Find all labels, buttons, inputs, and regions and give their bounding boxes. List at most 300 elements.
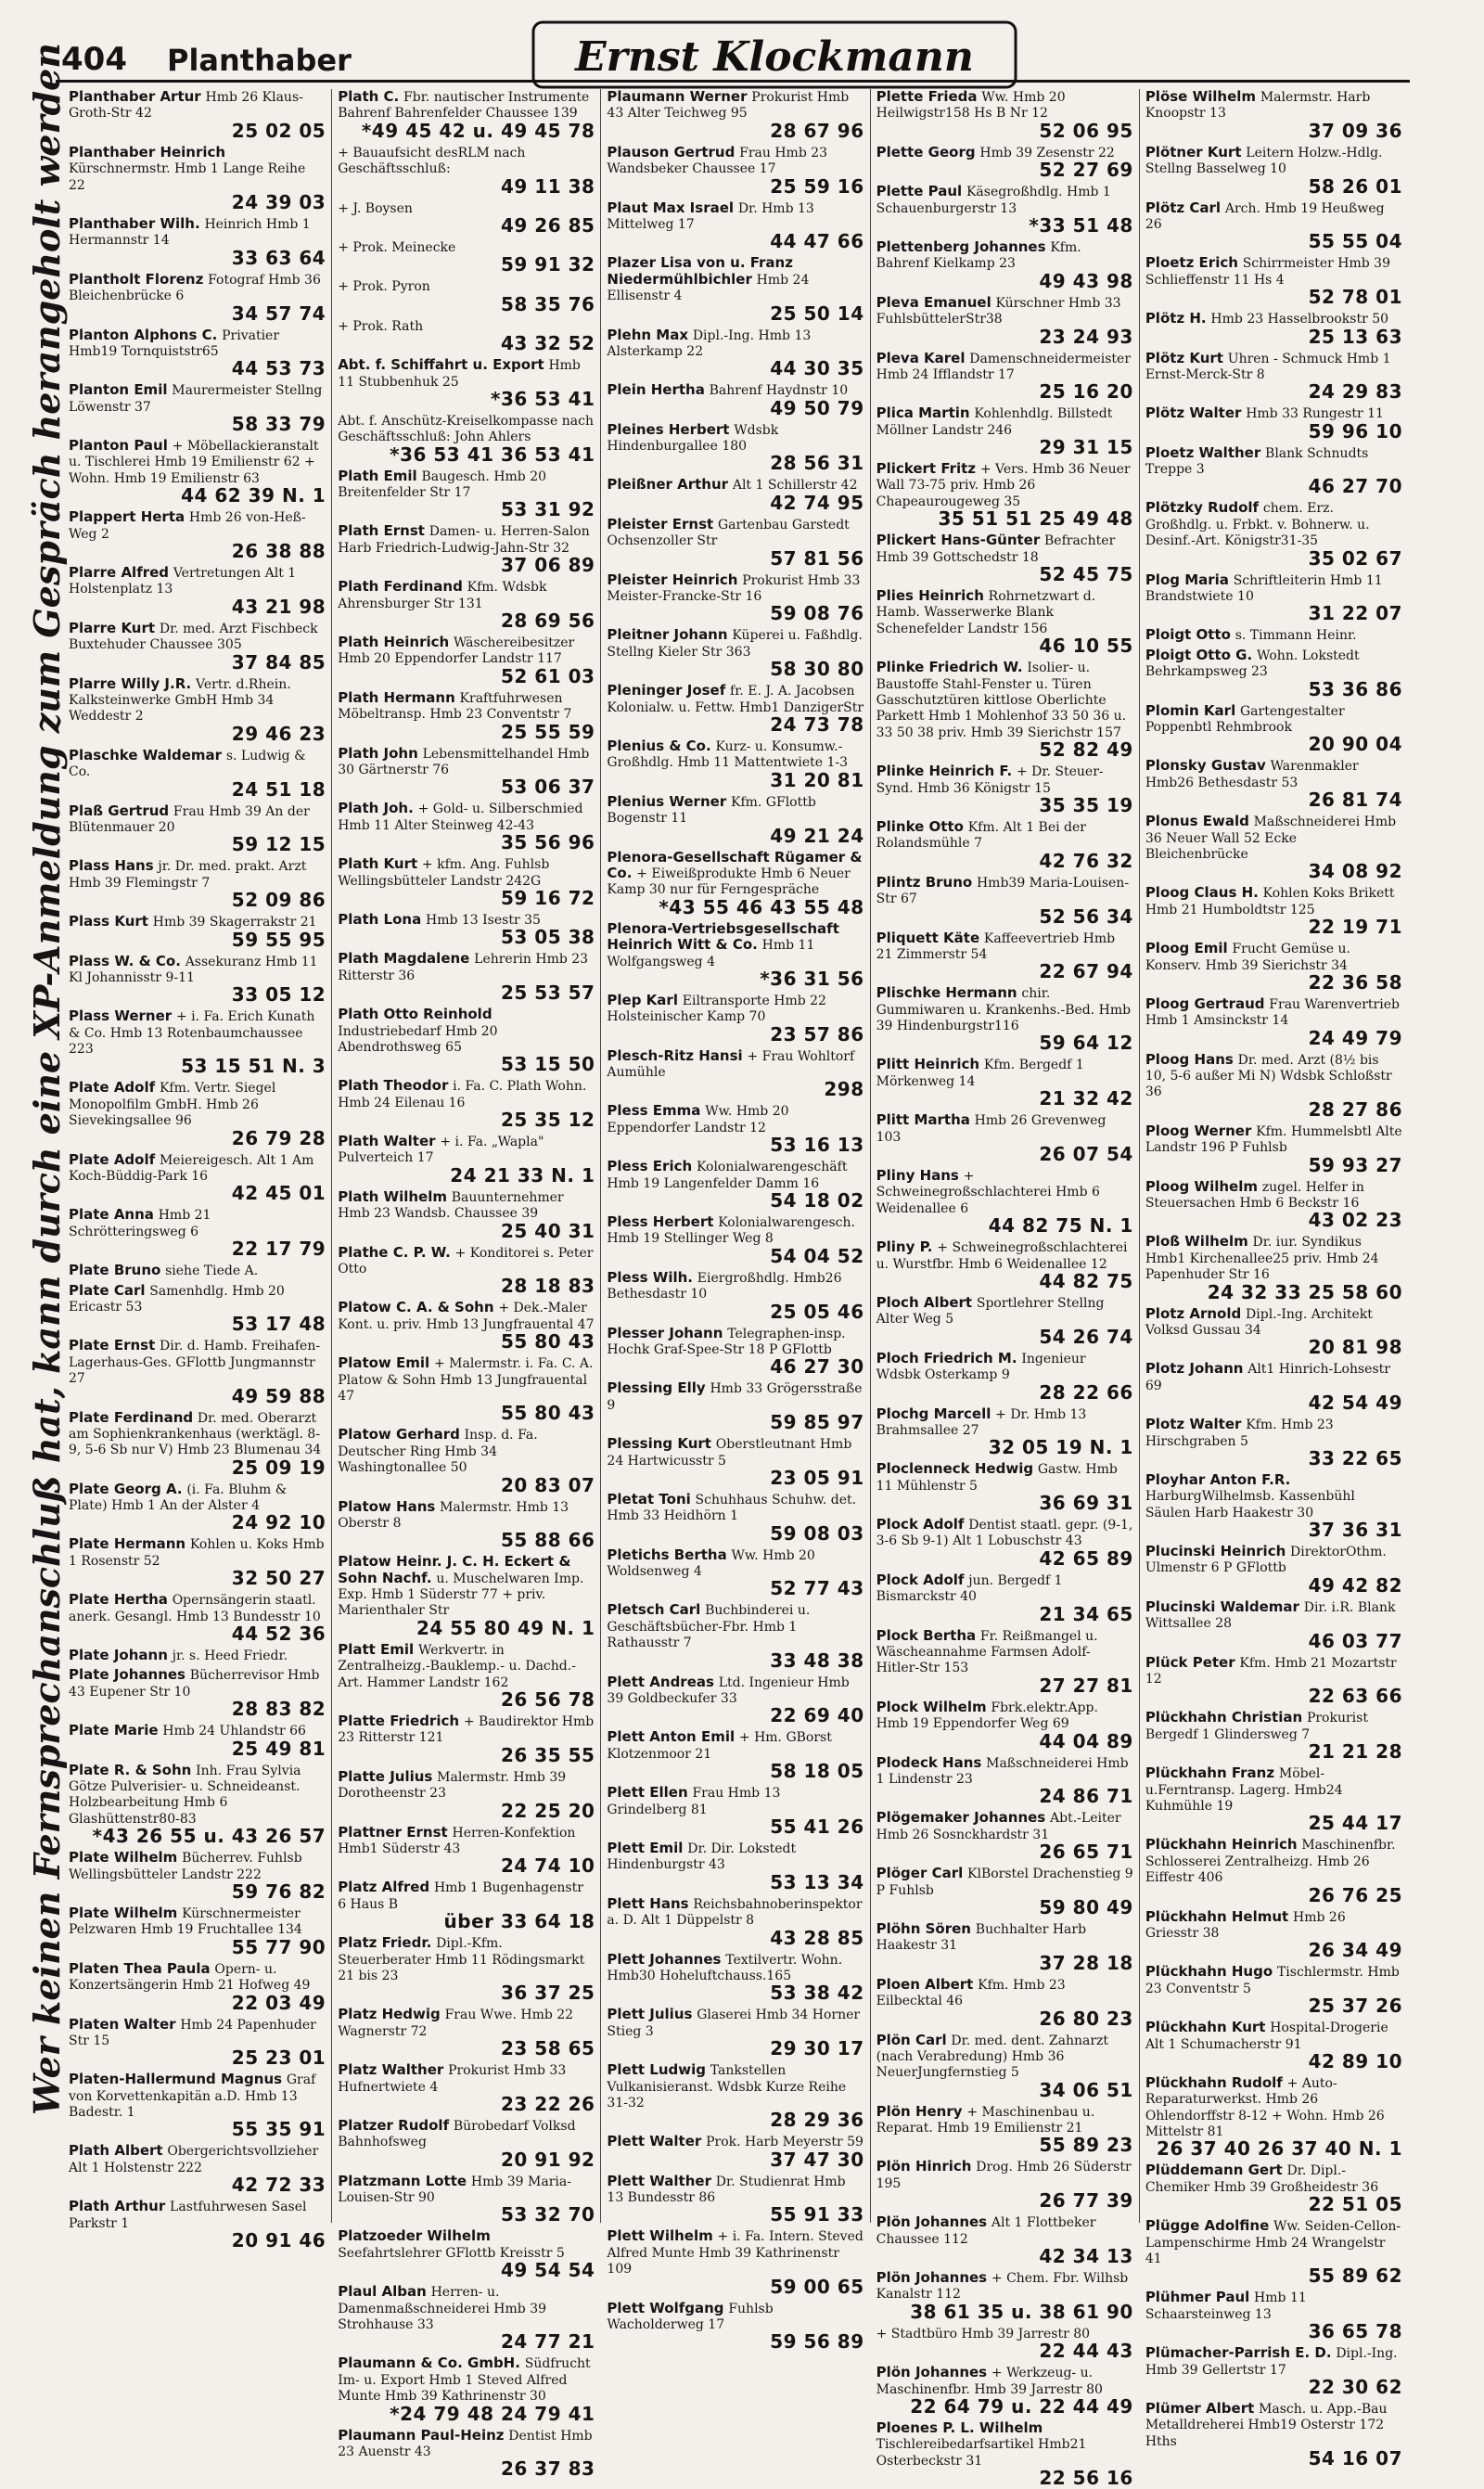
entry-name: Platow C. A. & Sohn (338, 1299, 494, 1316)
entry-detail: Alt 1 Flottbeker Chaussee 112 (876, 2215, 1096, 2247)
entry-phone: 22 44 43 (1039, 2340, 1133, 2363)
entry-name: Plette Frieda (876, 88, 978, 105)
directory-entry (338, 1880, 595, 1931)
directory-entry (1145, 814, 1402, 881)
directory-entry (607, 993, 864, 1045)
entry-name: Platte Friedrich (338, 1713, 460, 1730)
entry-phone: 55 91 33 (770, 2203, 864, 2226)
entry-detail: Masch. u. App.-Bau Metalldreherei Hmb19 Osterstr 172 Hths (1145, 2401, 1388, 2449)
entry-name: Plintz Bruno (876, 873, 973, 891)
advert-name: Ernst Klockmann (575, 33, 974, 81)
entry-phone: 49 50 79 (770, 396, 864, 419)
entry-phone: 42 76 32 (1039, 849, 1133, 872)
directory-entry (69, 2143, 326, 2195)
directory-entry (876, 2420, 1133, 2488)
entry-phone: 36 65 78 (1308, 2320, 1403, 2343)
entry-phone: 33 48 38 (770, 1649, 864, 1672)
entry-name: Plaul Alban (338, 2283, 427, 2301)
entry-phone: 24 55 80 49 N. 1 (416, 1616, 595, 1639)
entry-detail: Dr. Studienrat Hmb 13 Bundesstr 86 (607, 2174, 846, 2206)
entry-phone: 55 80 43 (500, 1330, 595, 1354)
entry-detail: Ww. Seiden-Cellon-Lampenschirme Hmb 24 Wrangelstr 41 (1145, 2219, 1401, 2267)
entry-phone: 42 72 33 (231, 2174, 326, 2197)
entry-detail: (i. Fa. Bluhm & Plate) Hmb 1 An der Alster 4 (69, 1482, 288, 1514)
directory-entry (1145, 885, 1402, 937)
entry-phone: 59 85 97 (770, 1411, 864, 1434)
entry-phone: 59 08 76 (770, 602, 864, 625)
directory-entry (1145, 1765, 1402, 1833)
entry-name: Ploetz Walther (1145, 443, 1261, 461)
entry-detail: Herren-Konfektion Hmb1 Süderstr 43 (338, 1825, 576, 1856)
directory-entry (607, 2301, 864, 2353)
directory-entry (876, 1239, 1133, 1291)
directory-entry (876, 351, 1133, 403)
entry-name: Plock Bertha (876, 1626, 977, 1644)
entry-name: Platow Hans (338, 1497, 436, 1515)
entry-name: Plückhahn Christian (1145, 1709, 1303, 1726)
entry-name: Plenora-Vertriebsgesellschaft Heinrich Witt & Co. (607, 919, 839, 954)
entry-phone: 20 90 04 (1308, 733, 1403, 756)
directory-entry (69, 145, 326, 212)
directory-entry (607, 2228, 864, 2296)
page-number: 404 (61, 41, 127, 78)
entry-detail: Bauunternehmer Hmb 23 Wandsb. Chaussee 39 (338, 1189, 564, 1222)
directory-entry (1145, 1544, 1402, 1596)
entry-name: Planthaber Heinrich (69, 143, 226, 160)
entry-name: Plica Martin (876, 404, 970, 422)
directory-entry (338, 690, 595, 742)
directory-entry (607, 1103, 864, 1155)
entry-name: Plate Johann (69, 1647, 168, 1664)
entry-phone: 26 37 83 (500, 2457, 595, 2481)
entry-phone: 54 18 02 (770, 1189, 864, 1212)
entry-name: Plischke Hermann (876, 984, 1017, 1002)
entry-phone: 24 73 78 (770, 712, 864, 736)
entry-detail: Ww. Hmb 20 Woldsenweg 4 (607, 1547, 815, 1580)
entry-name: Ploenes P. L. Wilhelm (876, 2418, 1043, 2436)
directory-entry (338, 239, 595, 275)
directory-entry (338, 801, 595, 853)
entry-detail: Fbr. nautischer Instrumente Bahrenf Bahrenfelder Chaussee 139 (338, 90, 590, 122)
entry-phone: 52 45 75 (1039, 563, 1133, 586)
entry-name: Plett Emil (607, 1840, 684, 1856)
entry-phone: 52 78 01 (1308, 286, 1403, 309)
directory-entry (338, 1007, 595, 1074)
entry-name: Plock Adolf (876, 1571, 965, 1588)
entry-name: Plonus Ewald (1145, 813, 1249, 830)
entry-phone: 59 12 15 (231, 833, 326, 856)
directory-entry (607, 145, 864, 197)
directory-entry (338, 1355, 595, 1423)
entry-phone: 52 77 43 (770, 1577, 864, 1600)
directory-entry (1145, 500, 1402, 568)
entry-name: Pless Emma (607, 1102, 701, 1120)
entry-phone: 58 18 05 (770, 1760, 864, 1783)
entry-detail: Arch. Hmb 19 Heußweg 26 (1145, 200, 1385, 232)
entry-phone: 24 51 18 (231, 777, 326, 801)
entry-phone: 53 13 34 (770, 1870, 864, 1893)
entry-phone: 49 59 88 (231, 1384, 326, 1407)
entry-detail: + Prok. Rath (338, 318, 424, 334)
directory-entry (1145, 2290, 1402, 2341)
entry-name: Pliny Hans (876, 1167, 959, 1185)
entry-name: Plück Peter (1145, 1653, 1235, 1671)
entry-phone: *43 55 46 43 55 48 (659, 895, 864, 918)
entry-phone: 20 83 07 (500, 1473, 595, 1496)
entry-detail: + Vers. Hmb 36 Neuer Wall 73-75 priv. Hmb 26 Chapeaurougeweg 35 (876, 462, 1131, 509)
entry-detail: Dr. Hmb 13 Mittelweg 17 (607, 200, 814, 232)
entry-name: Plückhahn Helmut (1145, 1907, 1289, 1925)
directory-entry (1145, 627, 1402, 643)
entry-phone: 53 16 13 (770, 1134, 864, 1157)
directory-entry (1145, 2020, 1402, 2072)
directory-entry (876, 1700, 1133, 1751)
entry-name: Plath Lona (338, 910, 422, 928)
directory-entry (69, 914, 326, 949)
directory-entry (607, 794, 864, 846)
directory-entry (69, 1080, 326, 1148)
directory-entry (876, 985, 1133, 1053)
entry-detail: Hmb 11 Wolfgangsweg 4 (607, 938, 815, 969)
entry-phone: 29 30 17 (770, 2037, 864, 2060)
directory-entry (1145, 996, 1402, 1048)
directory-entry (1145, 1179, 1402, 1231)
entry-phone: *36 31 56 (760, 967, 864, 990)
entry-detail: Kfm. Hmb 23 Eilbecktal 46 (876, 1977, 1066, 2009)
entry-detail: Prok. Harb Meyerstr 59 (706, 2135, 864, 2150)
entry-name: Platzoeder Wilhelm (338, 2227, 491, 2245)
entry-name: Plühmer Paul (1145, 2289, 1250, 2306)
directory-entry (69, 1536, 326, 1588)
entry-detail: Maßschneiderei Hmb 1 Lindenstr 23 (876, 1755, 1129, 1787)
entry-name: Ploetz Erich (1145, 254, 1238, 272)
entry-phone: 24 86 71 (1039, 1785, 1133, 1808)
entry-phone: 33 05 12 (231, 983, 326, 1007)
entry-detail: s. Timmann Heinr. (1235, 628, 1357, 644)
entry-detail: Bücherrevisor Hmb 43 Eupener Str 10 (69, 1668, 320, 1700)
entry-detail: Kohlenhdlg. Billstedt Möllner Landstr 246 (876, 406, 1113, 438)
section-title: Planthaber (167, 43, 352, 78)
entry-detail: Kfm. Hmb 23 Hirschgraben 5 (1145, 1418, 1334, 1449)
directory-entry (69, 565, 326, 617)
directory-entry (338, 2284, 595, 2352)
entry-phone: 28 56 31 (770, 452, 864, 475)
directory-entry (338, 1245, 595, 1297)
entry-name: Plaß Gertrud (69, 802, 170, 819)
directory-entry (1145, 1123, 1402, 1175)
entry-phone: 52 56 34 (1039, 905, 1133, 928)
entry-detail: Befrachter Hmb 39 Gottschedstr 18 (876, 533, 1116, 565)
entry-phone: über 33 64 18 (443, 1910, 595, 1933)
entry-name: Plate Johannes (69, 1666, 186, 1684)
directory-entry (876, 1406, 1133, 1458)
entry-name: Plückhahn Kurt (1145, 2019, 1266, 2036)
entry-phone: 42 45 01 (231, 1182, 326, 1205)
entry-name: Plümer Albert (1145, 2399, 1255, 2417)
entry-name: Plodeck Hans (876, 1753, 982, 1771)
directory-column (871, 88, 1140, 2489)
entry-phone: 24 77 21 (500, 2330, 595, 2354)
entry-detail: Obergerichtsvollzieher Alt 1 Holstenstr 222 (69, 2144, 319, 2175)
directory-entry (338, 951, 595, 1003)
entry-name: Plies Heinrich (876, 587, 984, 605)
directory-entry (338, 746, 595, 798)
entry-detail: Abt.-Leiter Hmb 26 Sosnckhardstr 31 (876, 1811, 1121, 1842)
entry-phone: 24 92 10 (231, 1511, 326, 1534)
entry-name: Planton Paul (69, 437, 168, 455)
entry-phone: 25 05 46 (770, 1300, 864, 1323)
directory-entry (876, 819, 1133, 871)
entry-phone: 59 96 10 (1308, 419, 1403, 443)
entry-phone: 59 55 95 (231, 928, 326, 951)
entry-phone: 53 06 37 (500, 776, 595, 799)
entry-phone: 25 13 63 (1308, 325, 1403, 348)
entry-detail: Werkvertr. in Zentralheizg.-Bauklemp.- u. Dachd.-Art. Hammer Landstr 162 (338, 1642, 576, 1690)
entry-name: Plinke Heinrich F. (876, 763, 1013, 780)
entry-phone: 46 10 55 (1039, 635, 1133, 658)
entry-name: Plazer Lisa von u. Franz Niedermühlbichler (607, 254, 793, 288)
entry-phone: 43 28 85 (770, 1926, 864, 1949)
entry-name: Plette Georg (876, 143, 976, 160)
directory-entry (876, 2033, 1133, 2100)
entry-name: Plotz Walter (1145, 1416, 1242, 1433)
entry-phone: 31 20 81 (770, 768, 864, 791)
directory-entry (338, 2355, 595, 2423)
entry-detail: Hmb 11 Stubbenhuk 25 (338, 358, 581, 390)
entry-phone: 26 65 71 (1039, 1841, 1133, 1864)
entry-phone: 22 63 66 (1308, 1685, 1403, 1708)
directory-entry (876, 1461, 1133, 1513)
entry-detail: Lastfuhrwesen Sasel Parkstr 1 (69, 2200, 307, 2231)
entry-phone: 24 39 03 (231, 190, 326, 213)
entry-name: Platz Friedr. (338, 1934, 432, 1952)
entry-detail: Baugesch. Hmb 20 Breitenfelder Str 17 (338, 468, 547, 501)
directory-entry (1145, 1599, 1402, 1651)
entry-name: Plein Hertha (607, 381, 705, 399)
entry-name: Plath Joh. (338, 800, 414, 817)
directory-entry (607, 89, 864, 141)
entry-name: Platen Walter (69, 2015, 176, 2033)
directory-entry (338, 856, 595, 908)
directory-entry (876, 1168, 1133, 1236)
entry-detail: Kfm. Vertr. Siegel Monopolfilm GmbH. Hmb 26 Sievekingsallee 96 (69, 1081, 276, 1129)
entry-detail: Lebensmittelhandel Hmb 30 Gärtnerstr 76 (338, 746, 590, 777)
entry-phone: 34 08 92 (1308, 860, 1403, 883)
directory-entry (876, 1755, 1133, 1807)
entry-detail: + Dr. Steuer-Synd. Hmb 36 Königstr 15 (876, 764, 1104, 796)
entry-name: Plate Georg A. (69, 1480, 183, 1497)
entry-name: Plath Magdalene (338, 950, 470, 968)
entry-name: Plate Ferdinand (69, 1408, 194, 1426)
entry-name: Plate Anna (69, 1206, 154, 1224)
entry-detail: fr. E. J. A. Jacobsen Kolonialw. u. Fettw. Hmb1 DanzigerStr (607, 684, 864, 715)
entry-detail: Kfm. Hummelsbtl Alte Landstr 196 P Fuhlsb (1145, 1123, 1402, 1156)
entry-detail: Inh. Frau Sylvia Götze Pulverisier- u. Schneideanst. Holzbearbeitung Hmb 6 Glashüttenstr80-83 (69, 1763, 301, 1827)
entry-phone: 44 82 75 (1039, 1269, 1133, 1292)
entry-name: Ploog Wilhelm (1145, 1177, 1258, 1195)
entry-detail: Damen- u. Herren-Salon Harb Friedrich-Ludwig-Jahn-Str 32 (338, 524, 590, 556)
entry-name: Plessing Kurt (607, 1435, 711, 1453)
entry-detail: KlBorstel Drachenstieg 9 P Fuhlsb (876, 1867, 1133, 1898)
entry-name: Plotz Arnold (1145, 1304, 1242, 1322)
entry-detail: Graf von Korvettenkapitän a.D. Hmb 13 Badestr. 1 (69, 2072, 316, 2121)
entry-name: Ploog Werner (1145, 1122, 1252, 1139)
directory-entry (69, 1338, 326, 1405)
entry-detail: Buchbinderei u. Geschäftsbücher-Fbr. Hmb 1 Rathausstr 7 (607, 1603, 811, 1651)
directory-entry (338, 1300, 595, 1352)
entry-phone: 42 34 13 (1039, 2245, 1133, 2268)
entry-phone: 43 32 52 (500, 332, 595, 355)
directory-entry (338, 89, 595, 141)
entry-name: Pleninger Josef (607, 682, 726, 699)
directory-entry (69, 621, 326, 673)
entry-detail: + Werkzeug- u. Maschinenfbr. Hmb 39 Jarrestr 80 (876, 2366, 1103, 2397)
entry-detail: + Möbellackieranstalt u. Tischlerei Hmb 19 Emilienstr 62 + Wohn. Hmb 19 Emilienstr 63 (69, 439, 319, 486)
entry-detail: Hmb 13 Isestr 35 (425, 912, 541, 928)
entry-phone: 22 03 49 (231, 1991, 326, 2014)
entry-name: Plotz Johann (1145, 1360, 1244, 1378)
entry-detail: Isolier- u. Baustoffe Stahl-Fenster u. Türen Gasschutztüren kittlose Oberlichte Parkett Hmb 1 Mohlenhof 33 50 36 u. 33 50 38 priv. Hmb 39 Sierichstr 157 (876, 661, 1127, 740)
directory-entry (1145, 703, 1402, 755)
directory-entry (876, 532, 1133, 584)
directory-entry (338, 1078, 595, 1130)
directory-entry (338, 1935, 595, 2003)
directory-entry (607, 738, 864, 790)
entry-phone: 26 76 25 (1308, 1883, 1403, 1906)
entry-phone: 35 02 67 (1308, 546, 1403, 570)
entry-detail: Kolonialwarengesch. Hmb 19 Stellinger Weg 8 (607, 1215, 855, 1247)
directory-entry (69, 1648, 326, 1663)
entry-name: Plass W. & Co. (69, 952, 181, 969)
directory-entry (1145, 445, 1402, 497)
entry-detail: + Eiweißprodukte Hmb 6 Neuer Kamp 30 nur für Ferngespräche (607, 866, 851, 898)
directory-entry (338, 1189, 595, 1241)
entry-name: Plitt Martha (876, 1111, 970, 1129)
entry-phone: 25 02 05 (231, 119, 326, 142)
entry-detail: Hmb 26 von-Heß-Weg 2 (69, 510, 306, 542)
entry-phone: 26 37 40 26 37 40 N. 1 (1157, 2137, 1403, 2161)
directory-entry (876, 1572, 1133, 1624)
directory-entry (69, 1152, 326, 1204)
entry-phone: 32 50 27 (231, 1567, 326, 1590)
entry-phone: 33 63 64 (231, 246, 326, 269)
entry-name: Pletat Toni (607, 1490, 691, 1508)
entry-phone: 53 36 86 (1308, 677, 1403, 700)
entry-name: Plette Paul (876, 183, 963, 200)
entry-detail: Bürobedarf Volksd Bahnhofsweg (338, 2118, 576, 2150)
entry-detail: Südfrucht Im- u. Export Hmb 1 Steved Alfred Munte Hmb 39 Kathrinenstr 30 (338, 2356, 591, 2405)
entry-phone: 55 89 62 (1308, 2264, 1403, 2288)
directory-entry (607, 1048, 864, 1100)
directory-entry (876, 875, 1133, 927)
entry-detail: Wohn. Lokstedt Behrkampsweg 23 (1145, 648, 1360, 680)
directory-entry (1145, 2075, 1402, 2160)
entry-name: Pleißner Arthur (607, 476, 729, 494)
entry-detail: Maßschneiderei Hmb 36 Neuer Wall 52 Ecke Bleichenbrücke (1145, 815, 1397, 862)
entry-phone: 54 26 74 (1039, 1325, 1133, 1348)
entry-detail: + Maschinenbau u. Reparat. Hmb 19 Emilienstr 21 (876, 2104, 1095, 2136)
entry-detail: Ww. Hmb 20 Eppendorfer Landstr 12 (607, 1104, 789, 1135)
entry-phone: 22 17 79 (231, 1238, 326, 1261)
entry-name: Plön Carl (876, 2031, 947, 2048)
entry-phone: 26 77 39 (1039, 2189, 1133, 2213)
directory-entry (338, 278, 595, 314)
entry-name: Plügge Adolfine (1145, 2217, 1270, 2235)
entry-detail: Seefahrtslehrer GFlottb Kreisstr 5 (338, 2245, 565, 2261)
directory-entry (338, 1642, 595, 1710)
entry-detail: Schriftleiterin Hmb 11 Brandstwiete 10 (1145, 572, 1383, 605)
directory-entry (69, 272, 326, 324)
entry-name: Plomin Karl (1145, 701, 1236, 719)
entry-phone: 49 11 38 (500, 174, 595, 198)
entry-name: Pleister Heinrich (607, 571, 738, 588)
directory-entry (1145, 1306, 1402, 1358)
entry-phone: 55 80 43 (500, 1402, 595, 1425)
entry-detail: Uhren - Schmuck Hmb 1 Ernst-Merck-Str 8 (1145, 351, 1391, 382)
entry-name: Plath Ernst (338, 522, 425, 540)
entry-phone: 25 55 59 (500, 720, 595, 743)
directory-entry (876, 1810, 1133, 1862)
directory-entry (69, 1667, 326, 1719)
directory-entry (338, 468, 595, 520)
entry-name: Plickert Fritz (876, 460, 977, 478)
entry-detail: Eiltransporte Hmb 22 Holsteinischer Kamp 70 (607, 993, 826, 1025)
side-notice: Wer keinen Fernsprechanschluß hat, kann durch eine XP-Anmeldung zum Gespräch herangeholt werden (26, 43, 68, 2115)
entry-phone: 59 80 49 (1039, 1895, 1133, 1918)
entry-detail: Ww. Hmb 20 Heilwigstr158 Hs B Nr 12 (876, 90, 1066, 122)
entry-phone: 24 29 83 (1308, 380, 1403, 404)
entry-name: Plath Wilhelm (338, 1187, 447, 1205)
directory-entry (69, 2017, 326, 2069)
directory-entry (1145, 1234, 1402, 1302)
entry-phone: 22 25 20 (500, 1799, 595, 1822)
entry-phone: 34 57 74 (231, 302, 326, 325)
entry-detail: Schirrmeister Hmb 39 Schlieffenstr 11 Hs 4 (1145, 256, 1390, 288)
entry-name: Pliny P. (876, 1238, 933, 1256)
entry-name: Plucinski Waldemar (1145, 1597, 1299, 1615)
entry-name: Plinke Otto (876, 817, 964, 835)
entry-detail: Fbrk.elektr.App. Hmb 19 Eppendorfer Weg 69 (876, 1700, 1098, 1732)
entry-name: Platen-Hallermund Magnus (69, 2071, 283, 2088)
entry-phone: 20 91 46 (231, 2229, 326, 2252)
entry-phone: 22 51 05 (1308, 2193, 1403, 2216)
entry-detail: chir. Gummiwaren u. Krankenhs.-Bed. Hmb 39 Hindenburgstr116 (876, 986, 1132, 1034)
entry-name: Plath Albert (69, 2142, 163, 2160)
page-header (56, 26, 1410, 83)
entry-name: Plötz Carl (1145, 199, 1222, 216)
entry-name: Plate Adolf (69, 1150, 156, 1168)
directory-entry (1145, 200, 1402, 252)
entry-name: Plathe C. P. W. (338, 1243, 451, 1261)
entry-phone: 43 02 23 (1308, 1209, 1403, 1232)
entry-detail: Gastw. Hmb 11 Mühlenstr 5 (876, 1462, 1118, 1494)
entry-detail: Kürschnermstr. Hmb 1 Lange Reihe 22 (69, 161, 306, 193)
entry-phone: *33 51 48 (1029, 213, 1133, 237)
entry-name: Ploog Claus H. (1145, 884, 1259, 902)
entry-detail: Industriebedarf Hmb 20 Abendrothsweg 65 (338, 1023, 498, 1055)
directory-entry (338, 1769, 595, 1821)
entry-phone: 26 56 78 (500, 1688, 595, 1712)
entry-phone: 42 54 49 (1308, 1392, 1403, 1415)
directory-entry (607, 2007, 864, 2059)
entry-detail: Frucht Gemüse u. Konserv. Hmb 39 Sierichstr 34 (1145, 942, 1350, 973)
entry-detail: Malermstr. Hmb 13 Oberstr 8 (338, 1499, 569, 1531)
entry-detail: Malermstr. Harb Knoopstr 13 (1145, 90, 1371, 122)
entry-name: Plön Henry (876, 2102, 963, 2120)
entry-detail: + Konditorei s. Peter Otto (338, 1245, 594, 1277)
entry-phone: 35 35 19 (1039, 793, 1133, 816)
entry-name: Plückhahn Franz (1145, 1764, 1275, 1782)
